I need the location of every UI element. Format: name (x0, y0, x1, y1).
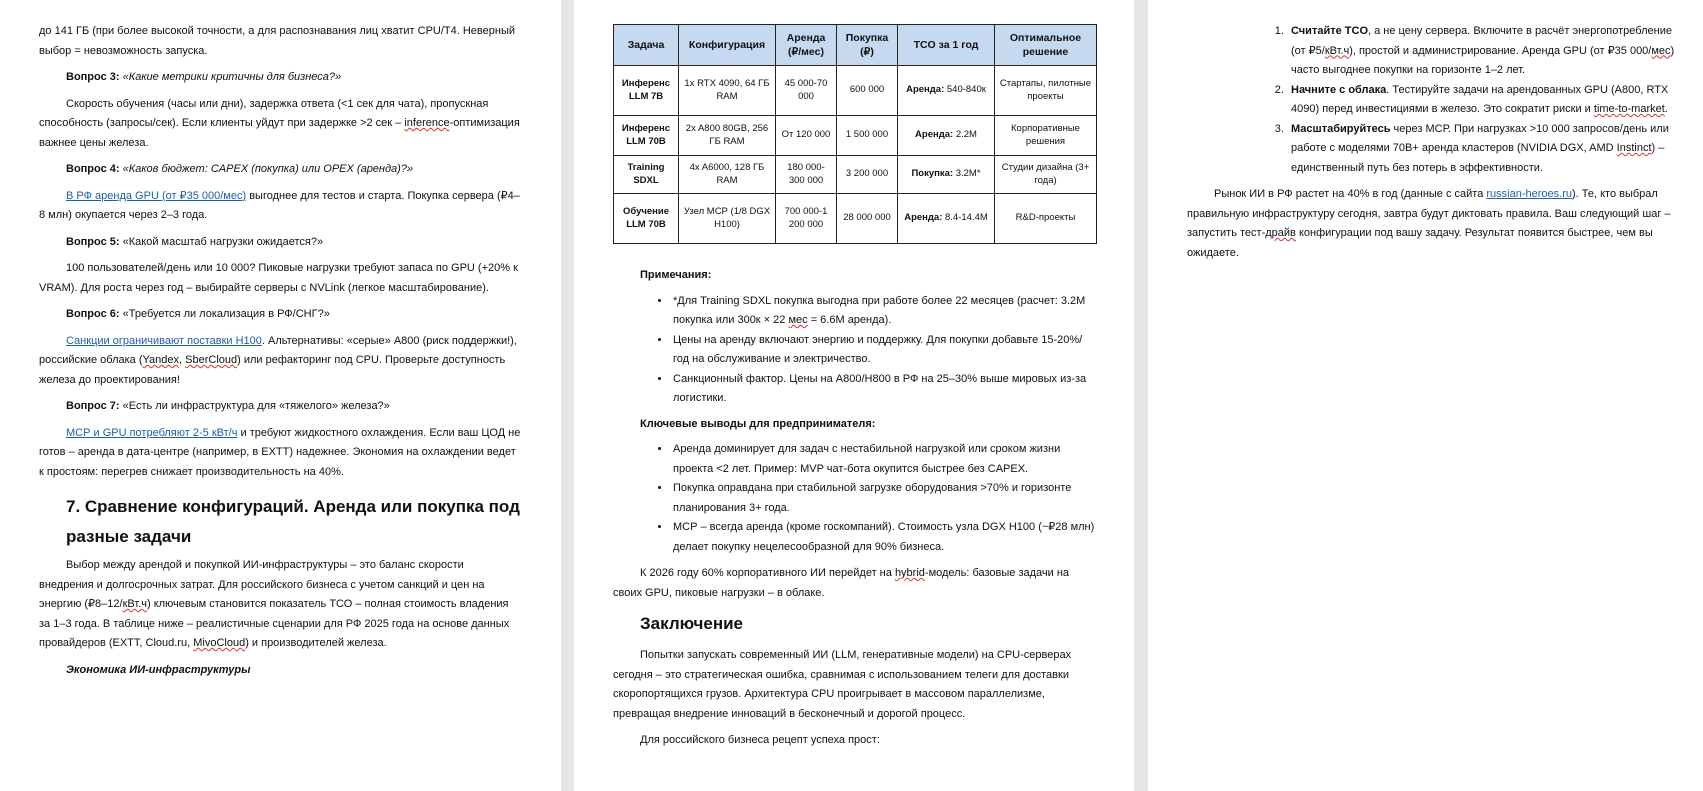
document-page-3 (1148, 0, 1703, 791)
cell-tco: Покупка: 3.2M* (898, 156, 995, 194)
cell-best: Корпоративные решения (995, 116, 1097, 156)
col-header: Задача (614, 25, 679, 66)
question-7: Вопрос 7: «Есть ли инфраструктура для «тяжелого» железа?» (66, 400, 390, 412)
link-gpu-rent[interactable]: В РФ аренда GPU (от ₽35 000/мес) (66, 189, 247, 202)
question-4: Вопрос 4: «Каков бюджет: CAPEX (покупка) или OPEX (аренда)?» (66, 163, 414, 175)
question-3: Вопрос 3: «Какие метрики критичны для бизнеса?» (66, 71, 342, 83)
paragraph: Для российского бизнеса рецепт успеха прост: (640, 734, 880, 746)
cell-config: Узел МСР (1/8 DGX H100) (679, 194, 776, 244)
paragraph: К 2026 году 60% корпоративного ИИ перейдет на hybrid-модель: базовые задачи на своих GPU, пиковые нагрузки – в облаке. (613, 567, 1070, 599)
col-header: Аренда (₽/мес) (776, 25, 837, 66)
col-header: Оптимальное решение (995, 25, 1097, 66)
recipe-list (1187, 22, 1675, 178)
col-header: Покупка (₽) (837, 25, 898, 66)
cell-tco: Аренда: 8.4-14.4M (898, 194, 995, 244)
list-item: • *Для Training SDXL покупка выгодна при работе более 22 месяцев (расчет: 3.2M покупка или 300к × 22 мес = 6.6M аренда). (671, 292, 1096, 331)
cell-buy: 3 200 000 (837, 156, 898, 194)
cell-rent: От 120 000 (776, 116, 837, 156)
list-item: 2. Начните с облака. Тестируйте задачи на арендованных GPU (A800, RTX 4090) перед инвестициями в железо. Это сократит риски и time-to-market. (1287, 81, 1675, 120)
paragraph: 100 пользователей/день или 10 000? Пиковые нагрузки требуют запаса по GPU (+20% к VRAM). Для роста через год – выбирайте серверы с NVLink (легкое масштабирование). (39, 262, 518, 294)
col-header: Конфигурация (679, 25, 776, 66)
notes-heading: Примечания: (640, 269, 712, 281)
paragraph: МСР и GPU потребляют 2-5 кВт/ч и требуют жидкостного охлаждения. Если ваш ЦОД не готов – аренда в дата-центре (например, в EXTT) надежнее. Экономия на охлаждении ведет к простоям: перегрев снижает производительность на 40%. (39, 426, 521, 478)
list-item: • Цены на аренду включают энергию и поддержку. Для покупки добавьте 15-20%/год на обслуживание и электричество. (671, 331, 1096, 370)
paragraph: Санкции ограничивают поставки H100. Альтернативы: «серые» A800 (риск поддержки!), российские облака (Yandex, SberCloud) или рефакторинг под CPU. Проверьте доступность железа до проектирования! (39, 334, 517, 386)
paragraph: до 141 ГБ (при более высокой точности, а для распознавания лиц хватит CPU/T4. Неверный выбор = невозможность запуска. (39, 25, 515, 57)
list-item: • Санкционный фактор. Цены на A800/H800 в РФ на 25–30% выше мировых из-за логистики. (671, 370, 1096, 409)
list-item: • Покупка оправдана при стабильной загрузке оборудования >70% и горизонте планирования 3+ года. (671, 479, 1096, 518)
table-row (614, 116, 1097, 156)
paragraph: Скорость обучения (часы или дни), задержка ответа (<1 сек для чата), пропускная способность (запросы/сек). Если клиенты уйдут при задержке >2 сек – inference-оптимизация важнее цены железа. (39, 97, 520, 149)
takeaways-list (613, 440, 1096, 557)
question-6: Вопрос 6: «Требуется ли локализация в РФ/СНГ?» (66, 308, 330, 320)
table-row (614, 156, 1097, 194)
link-mcp-power[interactable]: МСР и GPU потребляют 2-5 кВт/ч (66, 426, 238, 439)
table-row (614, 66, 1097, 116)
cell-buy: 28 000 000 (837, 194, 898, 244)
cell-rent: 700 000-1 200 000 (776, 194, 837, 244)
cell-task: Инференс LLM 70B (614, 116, 679, 156)
paragraph: Попытки запускать современный ИИ (LLM, генеративные модели) на CPU-серверах сегодня – это стратегическая ошибка, сравнимая с использованием телеги для доставки скоропортящихся грузов. Архитектура CPU проигрывает в массовом параллелизме, превращая внедрение инноваций в бесконечный и дорогой процесс. (613, 649, 1072, 720)
paragraph: Выбор между арендой и покупкой ИИ-инфраструктуры – это баланс скорости внедрения и долгосрочных затрат. Для российского бизнеса с учетом санкций и цен на энергию (₽8–12/кВт.ч) ключевым становится показатель ТСО – полная стоимость владения за 1–3 года. В таблице ниже – реалистичные сценарии для РФ 2025 года на основе данных провайдеров (EXTT, Cloud.ru, MivoCloud) и производителей железа. (39, 559, 510, 649)
cell-best: R&D-проекты (995, 194, 1097, 244)
paragraph: В РФ аренда GPU (от ₽35 000/мес) выгоднее для тестов и старта. Покупка сервера (₽4–8 млн) окупается через 2–3 года. (39, 189, 520, 221)
table-caption: Экономика ИИ-инфраструктуры (66, 663, 251, 676)
question-5: Вопрос 5: «Какой масштаб нагрузки ожидается?» (66, 235, 324, 248)
cell-config: 4x A6000, 128 ГБ RAM (679, 156, 776, 194)
cell-best: Стартапы, пилотные проекты (995, 66, 1097, 116)
list-item: • Аренда доминирует для задач с нестабильной нагрузкой или сроком жизни проекта <2 лет. Пример: MVP чат-бота окупится быстрее без CAPEX. (671, 440, 1096, 479)
table-header-row (614, 25, 1097, 66)
document-page-2 (574, 0, 1134, 791)
cell-rent: 180 000-300 000 (776, 156, 837, 194)
link-sanctions[interactable]: Санкции ограничивают поставки H100 (66, 334, 262, 347)
cell-config: 1x RTX 4090, 64 ГБ RAM (679, 66, 776, 116)
takeaways-heading: Ключевые выводы для предпринимателя: (640, 417, 876, 430)
cell-task: Training SDXL (614, 156, 679, 194)
list-item: 1. Считайте TCO, а не цену сервера. Включите в расчёт энергопотребление (от ₽5/кВт.ч), простой и администрирование. Аренда GPU (от ₽35 000/мес) часто выгоднее покупки на горизонте 1–2 лет. (1287, 22, 1675, 81)
cell-buy: 1 500 000 (837, 116, 898, 156)
cell-tco: Аренда: 2.2M (898, 116, 995, 156)
list-item: 3. Масштабируйтесь через МСР. При нагрузках >10 000 запросов/день или работе с моделями 70B+ аренда кластеров (NVIDIA DGX, AMD Instinct) – единственный путь без потерь в эффективности. (1287, 120, 1675, 179)
cell-task: Обучение LLM 70B (614, 194, 679, 244)
cell-task: Инференс LLM 7B (614, 66, 679, 116)
paragraph: Рынок ИИ в РФ растет на 40% в год (данные с сайта russian-heroes.ru). Те, кто выбрал правильную инфраструктуру сегодня, завтра будут диктовать правила. Ваш следующий шаг – запустить тест-драйв конфигурации под вашу задачу. Результат появится быстрее, чем вы ожидаете. (1187, 188, 1671, 259)
section-heading-7: 7. Сравнение конфигураций. Аренда или покупка под разные задачи (66, 497, 520, 546)
cell-config: 2x A800 80GB, 256 ГБ RAM (679, 116, 776, 156)
conclusion-heading: Заключение (640, 614, 743, 633)
list-item: • МСР – всегда аренда (кроме госкомпаний). Стоимость узла DGX H100 (~₽28 млн) делает покупку нецелесообразной для 90% бизнеса. (671, 518, 1096, 557)
document-page-1 (0, 0, 561, 791)
table-row (614, 194, 1097, 244)
cell-tco: Аренда: 540-840к (898, 66, 995, 116)
link-russian-heroes[interactable]: russian-heroes.ru (1486, 188, 1572, 200)
col-header: TCO за 1 год (898, 25, 995, 66)
cell-buy: 600 000 (837, 66, 898, 116)
comparison-table (613, 24, 1097, 244)
cell-best: Студии дизайна (3+ года) (995, 156, 1097, 194)
cell-rent: 45 000-70 000 (776, 66, 837, 116)
notes-list (613, 292, 1096, 409)
